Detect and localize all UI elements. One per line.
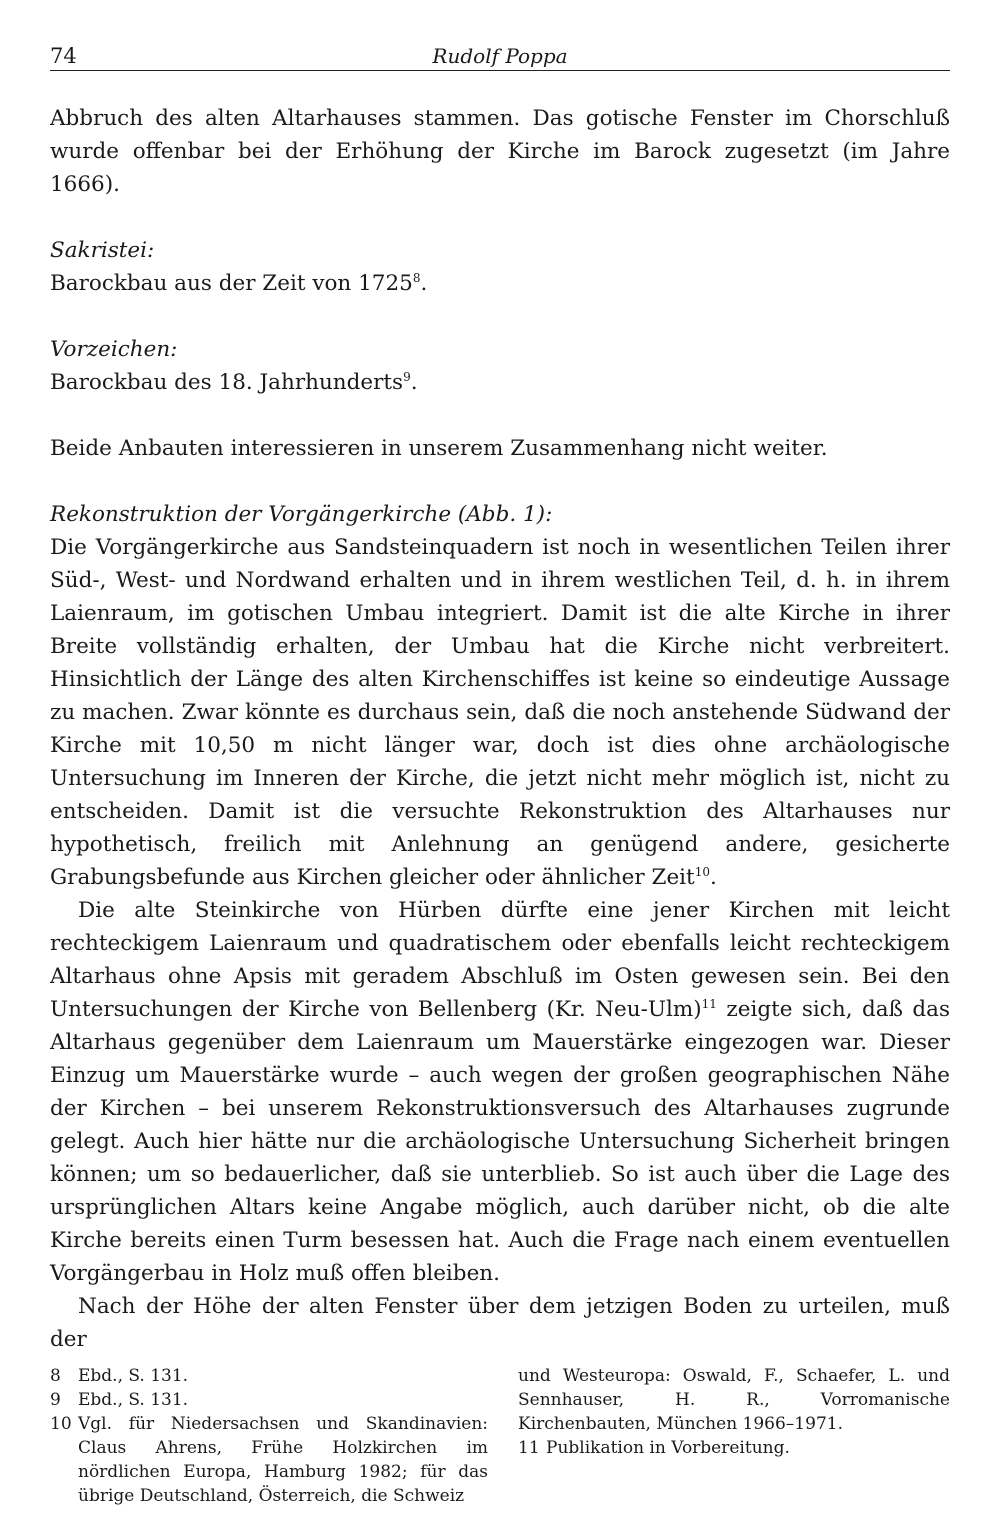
footnote-ref-9: 9 — [403, 369, 411, 384]
footnotes-left-column — [50, 1364, 488, 1508]
heading-rekonstruktion: Rekonstruktion der Vorgängerkirche (Abb. 1): — [50, 502, 553, 527]
footnote-ref-8: 8 — [412, 270, 421, 285]
paragraph-sakristei: Barockbau aus der Zeit von 1725$^8$. — [50, 270, 428, 296]
body-text — [50, 102, 950, 1356]
heading-sakristei: Sakristei: — [50, 238, 155, 263]
paragraph-fenster: Nach der Höhe der alten Fenster über dem jetzigen Boden zu urteilen, muß der — [50, 1294, 950, 1352]
footnote-10: 10 Vgl. für Niedersachsen und Skandinavien: Claus Ahrens, Frühe Holzkirchen im nördlichen Europa, Hamburg 1982; für das übrige Deutschland, Österreich, die Schweiz — [50, 1414, 488, 1506]
footnote-11: 11 Publikation in Vorbereitung. — [518, 1438, 790, 1458]
running-title: Rudolf Poppa — [432, 44, 568, 68]
paragraph-steinkirche: Die alte Steinkirche von Hürben dürfte eine jener Kirchen mit leicht rechteckigem Laienraum und quadratischem oder ebenfalls leicht rechteckigem Altarhaus ohne Apsis mit geradem Abschluß im Osten gewesen sein. Bei den Untersuchungen der Kirche von Bellenberg (Kr. Neu-Ulm)$^{11}$ zeigte sich, daß das Altarhaus gegenüber dem Laienraum um Mauerstärke eingezogen war. Dieser Einzug um Mauerstärke wurde – auch wegen der großen geographischen Nähe der Kirchen – bei unserem Rekonstruktionsversuch des Altarhauses zugrunde gelegt. Auch hier hätte nur die archäologische Untersuchung Sicherheit bringen können; um so bedauerlicher, daß sie unterblieb. So ist auch über die Lage des ursprünglichen Altars keine Angabe möglich, auch darüber nicht, ob die alte Kirche bereits einen Turm besessen hat. Auch die Frage nach einem eventuellen Vorgängerbau in Holz muß offen bleiben. — [50, 898, 950, 1286]
footnotes-right-column — [518, 1364, 950, 1460]
page-number: 74 — [50, 44, 77, 68]
heading-vorzeichen: Vorzeichen: — [50, 337, 178, 362]
footnote-9: 9 Ebd., S. 131. — [50, 1390, 189, 1410]
footnote-ref-10: 10 — [694, 864, 710, 879]
footnote-8: 8 Ebd., S. 131. — [50, 1366, 189, 1386]
footnote-ref-11: 11 — [701, 996, 717, 1011]
paragraph-vorzeichen: Barockbau des 18. Jahrhunderts$^9$. — [50, 369, 418, 395]
running-header — [50, 40, 950, 71]
paragraph-anbauten: Beide Anbauten interessieren in unserem Zusammenhang nicht weiter. — [50, 436, 828, 461]
footnote-10-continued: und Westeuropa: Oswald, F., Schaefer, L. und Sennhauser, H. R., Vorromanische Kirchenbauten, München 1966–1971. — [518, 1366, 950, 1434]
paragraph-rekonstruktion: Die Vorgängerkirche aus Sandsteinquadern ist noch in wesentlichen Teilen ihrer Süd-, West- und Nordwand erhalten und in ihrem westlichen Teil, d. h. in ihrem Laienraum, im gotischen Umbau integriert. Damit ist die alte Kirche in ihrer Breite vollständig erhalten, der Umbau hat die Kirche nicht verbreitert. Hinsichtlich der Länge des alten Kirchenschiffes ist keine so eindeutige Aussage zu machen. Zwar könnte es durchaus sein, daß die noch anstehende Südwand der Kirche mit 10,50 m nicht länger war, doch ist dies ohne archäologische Untersuchung im Inneren der Kirche, die jetzt nicht mehr möglich ist, nicht zu entscheiden. Damit ist die versuchte Rekonstruktion des Altarhauses nur hypothetisch, freilich mit Anlehnung an genügend andere, gesicherte Grabungsbefunde aus Kirchen gleicher oder ähnlicher Zeit$^{10}$. — [50, 535, 950, 890]
paragraph-altarhaus: Abbruch des alten Altarhauses stammen. Das gotische Fenster im Chorschluß wurde offenbar bei der Erhöhung der Kirche im Barock zugesetzt (im Jahre 1666). — [50, 106, 950, 197]
